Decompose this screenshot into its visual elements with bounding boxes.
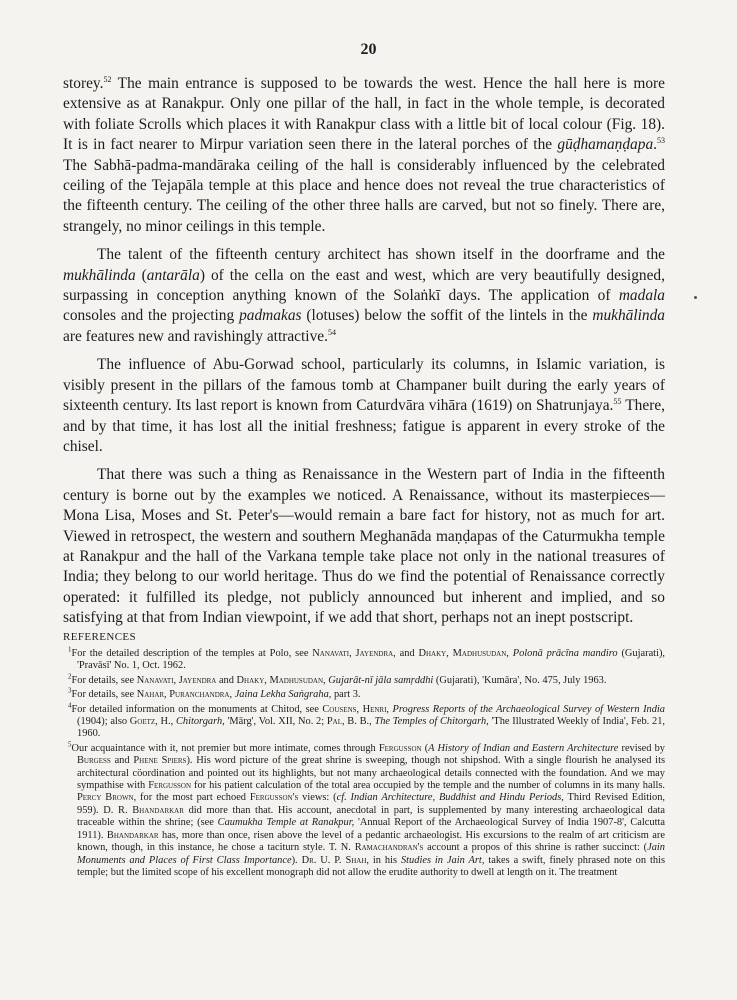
- reference-item: $^2$For details, see Nanavati, Jayendra and Dhaky, Madhusudan, Gujarāt-nī jāla samṛddhi (Gujarati), 'Kumāra', No. 475, July 1963.: [68, 672, 607, 686]
- reference-item: $^5$Our acquaintance with it, not premier but more intimate, comes through Fergusson (A History of Indian and Eastern Architecture revised by Burgess and Phene Spiers). His word picture of the great shrine is sweeping, though not shipshod. With a single flourish he analysed its architectural cöordination and pointed out its highlights, but not many archaeological details connected with the foundation. And we may sympathise with Fergusson for his patient calculation of the total area occupied by the temple and the number of columns in its many halls. Percy Brown, for the most part echoed Fergusson's views: (cf. Indian Architecture, Buddhist and Hindu Periods, Third Revised Edition, 959). D. R. Bhandarkar did more than that. His account, anecdotal in part, is supplemented by many interesting archaeological data traceable within the shrine; (see Caumukha Temple at Ranakpur, 'Annual Report of the Archaeological Survey of India 1907-8', Calcutta 1911). Bhandarkar has, more than once, risen above the level of a pedantic archaeologist. His excursions to the realm of art criticism are known, though, in this instance, he chose a taciturn style. T. N. Ramachandran's account a propos of this shrine is rather succinct: (Jain Monuments and Places of First Class Importance). Dr. U. P. Shah, in his Studies in Jain Art, takes a swift, finely phrased note on this temple; but the limited scope of his excellent monograph did not allow the erudite authority to dwell at length on it. The treatment: [68, 740, 666, 878]
- reference-item: $^4$For detailed information on the monuments at Chitod, see Cousens, Henri, Progress Reports of the Archaeological Survey of Western India (1904); also Goetz, H., Chitorgarh, 'Mārg', Vol. XII, No. 2; Pal, B. B., The Temples of Chitorgarh, 'The Illustrated Weekly of India', Feb. 21, 1960.: [68, 701, 666, 740]
- references-list: [63, 645, 666, 881]
- references-heading: REFERENCES: [63, 631, 137, 643]
- page-number: 20: [360, 41, 377, 58]
- reference-item: $^1$For the detailed description of the temples at Polo, see Nanavati, Jayendra, and Dhaky, Madhusudan, Polonā prācīna mandiro (Gujarati), 'Pravāsī' No. 1, Oct. 1962.: [68, 645, 666, 672]
- body-text: [63, 74, 665, 637]
- footnote-ref: 53: [657, 136, 665, 146]
- paragraph-4: That there was such a thing as Renaissance in the Western part of India in the fifteenth century is borne out by the examples we noticed. A Renaissance, without its masterpieces—Mona Lisa, Moses and St. Peter's—would remain a bare fact for history, not as much for art. Viewed in retrospect, the western and southern Meghanāda maṇḍapas of the Caturmukha temple at Ranakpur and the hall of the Varkana temple take place not only in the national treasures of India; they belong to our world heritage. Thus do we find the potential of Renaissance correctly operated: it fulfilled its pledge, not publicly announced but inherent and implied, and so satisfying at that from Indian viewpoint, if we add that short, perhaps not an inept postscript.: [63, 466, 665, 627]
- footnote-ref: 54: [327, 327, 336, 337]
- reference-item: $^3$For details, see Nahar, Puranchandra, Jaina Lekha Saṅgraha, part 3.: [68, 686, 361, 701]
- paragraph-2: The talent of the fifteenth century architect has shown itself in the doorframe and the mukhālinda (antarāla) of the cella on the east and west, which are very beautifully designed, surpassing in conception anything known of the Solaṅkī days. The application of madala consoles and the projecting padmakas (lotuses) below the soffit of the lintels in the mukhālinda are features new and ravishingly attractive.$^{54}$: [63, 246, 665, 345]
- footnote-ref: 55: [613, 396, 622, 406]
- paragraph-3: The influence of Abu-Gorwad school, particularly its columns, in Islamic variation, is visibly present in the pillars of the famous tomb at Champaner built during the early years of sixteenth century. Its last report is known from Caturdvāra vihāra (1619) on Shatrunjaya.$^{55}$ There, and by that time, it has lost all the initial freshness; fatigue is apparent in every stroke of the chisel.: [63, 356, 665, 455]
- margin-dot: [694, 296, 697, 299]
- paragraph-1: storey.$^{52}$ The main entrance is supposed to be towards the west. Hence the hall here is more extensive as at Ranakpur. Only one pillar of the hall, in fact in the whole temple, is decorated with foliate Scrolls which places it with Ranakpur class with a little bit of local colour (Fig. 18). It is in fact nearer to Mirpur variation seen there in the lateral porches of the gūḍhamaṇḍapa.$^{53}$ The Sabhā-padma-mandāraka ceiling of the hall is considerably influenced by the celebrated ceiling of the Tejapāla temple at this place and hence does not reveal the true characteristics of the fifteenth century. The ceiling of the other three halls are carved, but not so finely. There are, strangely, no minor ceilings in this temple.: [63, 74, 665, 235]
- footnote-ref: 52: [103, 74, 112, 84]
